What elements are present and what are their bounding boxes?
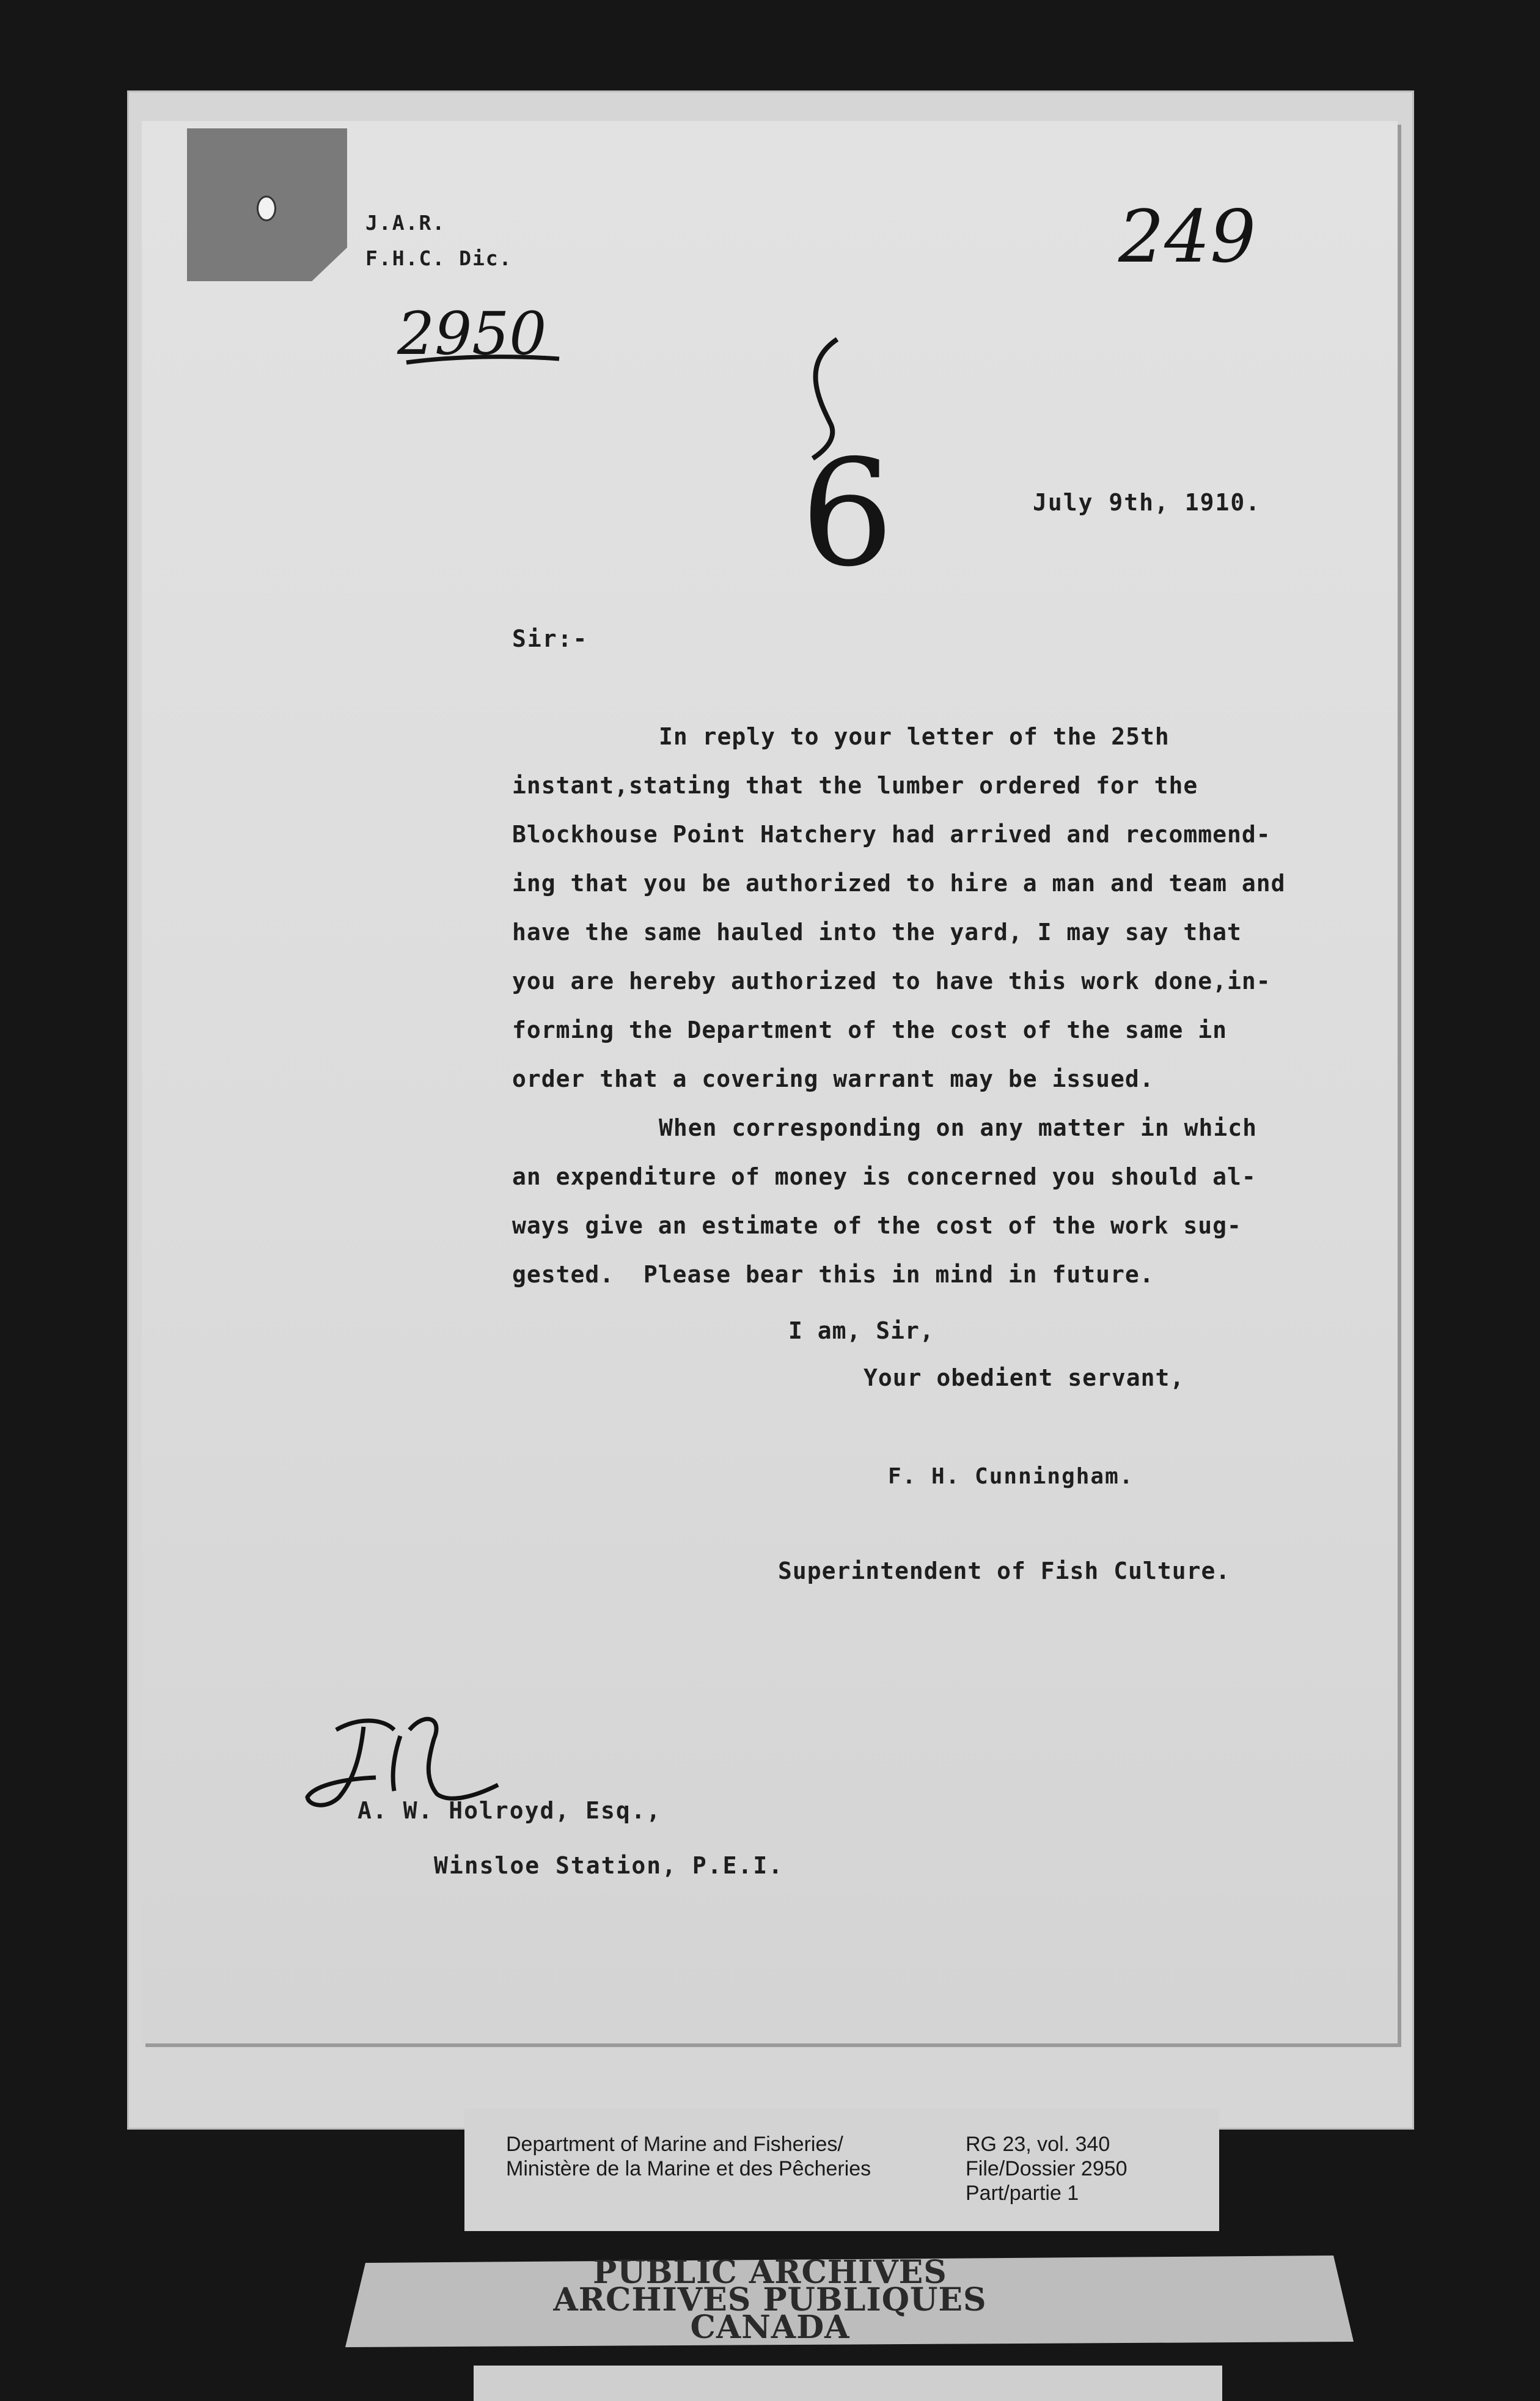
file-reference: File/Dossier 2950 — [966, 2157, 1128, 2180]
body-line: have the same hauled into the yard, I may say that — [512, 919, 1242, 946]
stamp-line-1: PUBLIC ARCHIVES — [593, 2254, 947, 2291]
closing-line-1: I am, Sir, — [788, 1317, 934, 1344]
archive-reference-label — [464, 2109, 1219, 2231]
bottom-strip — [474, 2366, 1222, 2401]
body-line: forming the Department of the cost of the same in — [512, 1017, 1228, 1043]
department-french: Ministère de la Marine et des Pêcheries — [506, 2157, 871, 2180]
body-line: an expenditure of money is concerned you should al- — [512, 1163, 1256, 1190]
body-line: Blockhouse Point Hatchery had arrived and recommend- — [512, 821, 1271, 848]
punch-hole — [257, 196, 276, 221]
salutation: Sir:- — [512, 625, 588, 652]
handwritten-file-number: 2950 — [397, 300, 547, 368]
marginal-mark-stroke — [794, 333, 868, 461]
body-line: order that a covering warrant may be issued. — [512, 1065, 1154, 1092]
department-english: Department of Marine and Fisheries/ — [506, 2133, 843, 2156]
record-group: RG 23, vol. 340 — [966, 2133, 1110, 2156]
signer-title: Superintendent of Fish Culture. — [778, 1557, 1231, 1584]
stamp-line-2: ARCHIVES PUBLIQUES — [553, 2281, 987, 2318]
body-line: ing that you be authorized to hire a man and team and — [512, 870, 1286, 897]
closing-line-2: Your obedient servant, — [864, 1364, 1185, 1391]
body-line: you are hereby authorized to have this work done,in- — [512, 968, 1271, 995]
body-line: When corresponding on any matter in which — [659, 1114, 1257, 1141]
body-line: In reply to your letter of the 25th — [659, 723, 1170, 750]
body-line: ways give an estimate of the cost of the work sug- — [512, 1212, 1242, 1239]
handwritten-marginal-mark: 6 — [801, 428, 894, 599]
signer-name: F. H. Cunningham. — [888, 1464, 1134, 1489]
initials-line-2: F.H.C. Dic. — [365, 246, 513, 270]
part-reference: Part/partie 1 — [966, 2182, 1079, 2205]
stamp-line-3: CANADA — [690, 2309, 850, 2346]
handwritten-folio-number: 249 — [1118, 194, 1256, 279]
body-line: instant,stating that the lumber ordered for the — [512, 772, 1198, 799]
file-number-underline — [403, 351, 562, 370]
addressee-name: A. W. Holroyd, Esq., — [358, 1797, 662, 1824]
letter-date: July 9th, 1910. — [1033, 489, 1261, 516]
addressee-address: Winsloe Station, P.E.I. — [434, 1852, 784, 1879]
initials-line-1: J.A.R. — [365, 211, 446, 235]
body-line: gested. Please bear this in mind in future. — [512, 1261, 1154, 1288]
